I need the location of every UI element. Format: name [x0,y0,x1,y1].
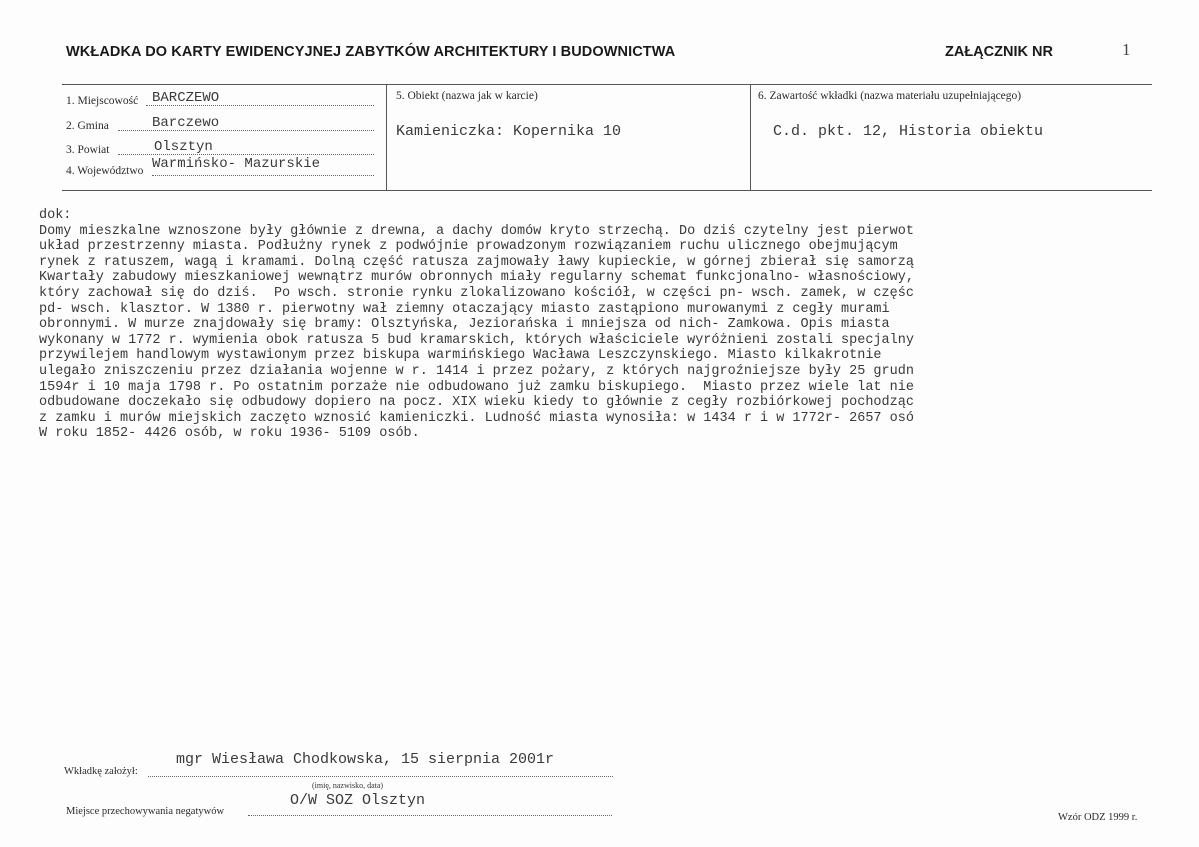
text-line: który zachował się do dziś. Po wsch. stronie rynku zlokalizowano kościół, w części pn- wsch. zamek, w częśc [39,285,914,301]
text-line: Kwartały zabudowy mieszkaniowej wewnątrz murów obronnych miały regularny schemat funkcjonalno- własnościowy, [39,270,914,286]
text-line: przywilejem handlowym wystawionym przez biskupa warmińskiego Wacława Leszczynskiego. Miasto kilkakrotnie [39,348,882,364]
negatywy-dotline [248,815,612,816]
wojewodztwo-label: 4. Województwo [66,165,144,177]
negatywy-value: O/W SOZ Olsztyn [290,792,426,809]
text-line: 1594r i 10 maja 1798 r. Po ostatnim porzaże nie odbudowano już zamku biskupiego. Miasto przez wiele lat nie [39,379,914,395]
text-line: odbudowane doczekało się odbudowy dopiero na pocz. XIX wieku kiedy to głównie z cegły rozbiórkowej pochodząc [39,395,914,411]
zalozyl-label: Wkładkę założył: [64,766,138,777]
table-top-border [62,84,1152,85]
text-line: dok: [39,208,72,223]
gmina-value: Barczewo [152,115,220,131]
powiat-field [66,141,374,157]
wojewodztwo-field [66,156,374,178]
zalozyl-value: mgr Wiesława Chodkowska, 15 sierpnia 2001r [176,751,555,768]
form-title: WKŁADKA DO KARTY EWIDENCYJNEJ ZABYTKÓW ARCHITEKTURY I BUDOWNICTWA [66,44,676,60]
text-line: ulegało zniszczeniu przez działania wojenne w r. 1414 i przez pożary, z których najgroźniejsze były 25 grudn [39,363,914,379]
attachment-label: ZAŁĄCZNIK NR [945,44,1053,60]
column-divider-1 [386,84,387,191]
gmina-label: 2. Gmina [66,120,109,132]
form-template-version: Wzór ODZ 1999 r. [1058,812,1138,823]
column-divider-2 [750,84,751,191]
text-line: układ przestrzenny miasta. Podłużny rynek z podwójnie prowadzonym rozwiązaniem ruchu ulicznego obejmującym [39,239,898,255]
text-line: z zamku i murów miejskich zaczęto wznosić kamieniczki. Ludność miasta wynosiła: w 1434 r i w 1772r- 2657 osó [39,410,914,426]
text-line: pd- wsch. klasztor. W 1380 r. pierwotny wał ziemny otaczający miasto zastąpiono murowanymi z cegły murami [39,301,890,317]
history-text [39,208,1164,442]
wojewodztwo-dots [152,175,374,176]
powiat-label: 3. Powiat [66,144,110,156]
miejscowosc-label: 1. Miejscowość [66,95,139,107]
powiat-value: Olsztyn [154,139,213,155]
gmina-field [66,117,374,133]
miejscowosc-value: BARCZEWO [152,90,220,106]
text-line: obronnymi. W murze znajdowały się bramy: Olsztyńska, Jeziorańska i mniejsza od nich- Zamkowa. Opis miasta [39,317,890,333]
contents-value: C.d. pkt. 12, Historia obiektu [773,123,1044,140]
zalozyl-dotline [148,776,613,777]
attachment-number: 1 [1122,40,1131,59]
object-label: 5. Obiekt (nazwa jak w karcie) [396,90,538,102]
text-line: rynek z ratuszem, wagą i kramami. Dolną część ratusza zajmowały ławy kupieckie, w górnej zbierał się samorzą [39,254,914,270]
object-value: Kamieniczka: Kopernika 10 [396,123,622,140]
text-line: Domy mieszkalne wznoszone były głównie z drewna, a dachy domów kryto strzechą. Do dziś czytelny jest pierwot [39,223,914,239]
wojewodztwo-value: Warmińsko- Mazurskie [152,156,321,172]
text-line: wykonany w 1772 r. wymienia obok ratusza 5 bud kramarskich, których właściciele wyróżnieni zostali specjalny [39,332,914,348]
zalozyl-hint: (imię, nazwisko, data) [312,781,384,790]
contents-label: 6. Zawartość wkładki (nazwa materiału uzupełniającego) [758,90,1022,102]
miejscowosc-field [66,92,374,108]
text-line: W roku 1852- 4426 osób, w roku 1936- 5109 osób. [39,426,420,442]
table-bottom-border [62,190,1152,191]
negatywy-label: Miejsce przechowywania negatywów [66,806,225,817]
